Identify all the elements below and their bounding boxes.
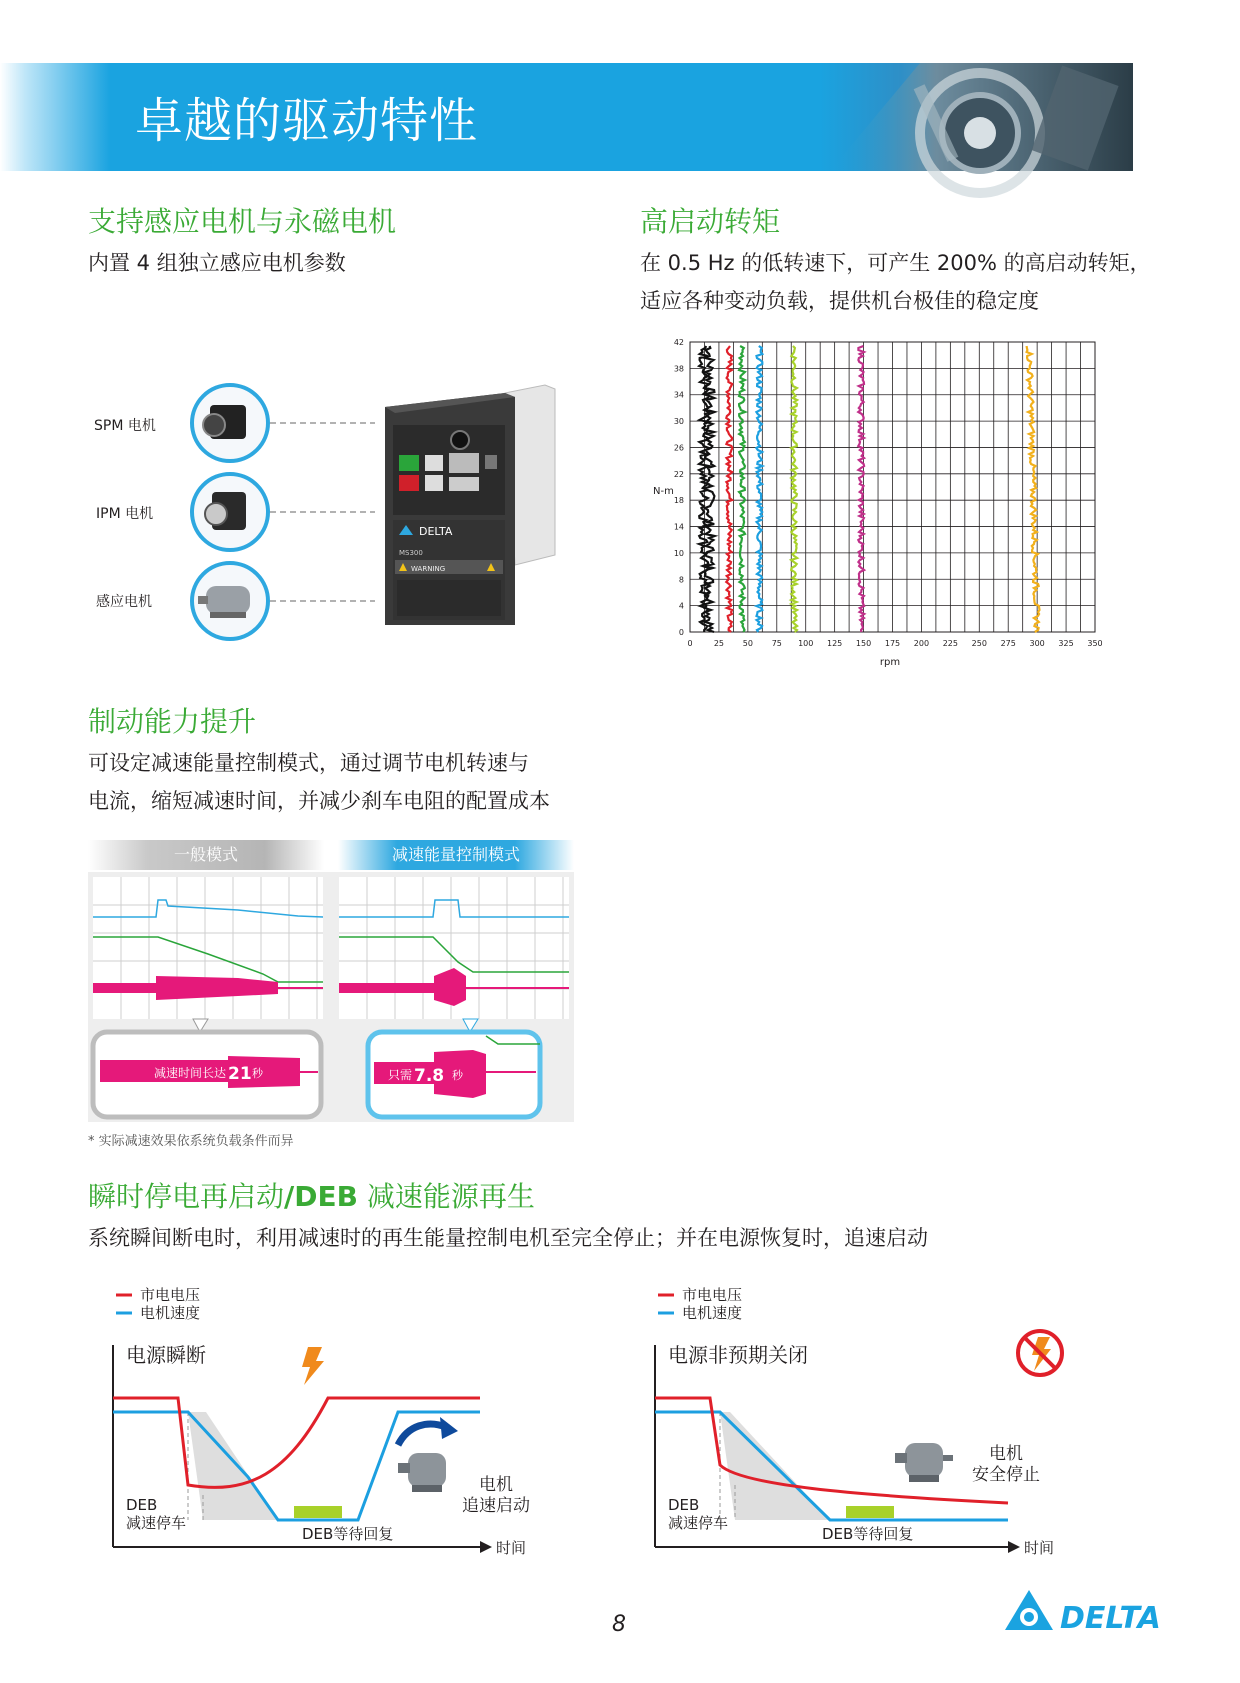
legend-speed-right: 电机速度 [682,1304,743,1322]
callout-general-prefix: 减速时间长达 [154,1066,227,1080]
motors-section-title: 支持感应电机与永磁电机 [88,205,397,238]
deb-section-title [88,1175,535,1215]
tab-general-mode: 一般模式 [88,840,324,870]
y-axis-label: N-m [653,486,674,497]
callout-deb-unit: 秒 [452,1069,463,1082]
induction-motor-label: 感应电机 [96,594,152,610]
motor-label-left-1: 电机 [479,1475,513,1495]
x-tick-label: 250 [971,639,987,648]
spm-motor-label: SPM 电机 [94,418,156,434]
motor-stop-icon [895,1443,953,1482]
lightning-icon [302,1347,324,1385]
callout-deb-value: 7.8 [414,1066,445,1086]
callout-deb-prefix: 只需 [388,1068,413,1082]
y-tick-label: 42 [673,338,684,347]
callout-general-value: 21 [228,1064,252,1084]
motor-label-left-2: 追速启动 [462,1496,530,1516]
spm-motor-icon [192,385,268,461]
deb-chart-power-interrupt [108,1285,628,1575]
deb-title-part2: DEB [294,1180,358,1213]
induction-motor-icon [192,563,268,639]
x-tick-label: 0 [687,639,693,648]
svg-text:DELTA: DELTA [1060,1601,1161,1636]
torque-description-line2: 适应各种变动负载，提供机台极佳的稳定度 [640,289,1039,313]
y-tick-label: 34 [673,390,684,400]
torque-chart [650,330,1103,675]
motor-label-right-1: 电机 [989,1444,1023,1464]
svg-text:DELTA: DELTA [419,525,453,538]
brake-comparison-diagram [88,872,574,1122]
callout-general-unit: 秒 [252,1067,263,1080]
deb-title-part3: 减速能源再生 [366,1180,535,1213]
ipm-motor-icon [192,474,268,550]
y-tick-label: 26 [673,443,684,453]
y-tick-label: 30 [673,417,684,427]
x-tick-label: 50 [742,639,753,648]
legend-voltage-left: 市电电压 [140,1286,201,1304]
x-axis-label: rpm [879,657,901,668]
legend-speed-left: 电机速度 [140,1304,201,1322]
tab-deb-mode: 减速能量控制模式 [338,840,574,870]
y-tick-label: 22 [673,469,684,479]
x-tick-label: 350 [1087,639,1103,648]
machinery-photo [830,63,1133,171]
ms300-drive-image [385,385,560,625]
deb-title-sep: / [284,1180,295,1213]
x-tick-label: 275 [1000,639,1016,648]
x-tick-label: 25 [713,639,725,648]
x-tick-label: 75 [771,639,782,648]
page-number: 8 [612,1612,626,1637]
y-tick-label: 38 [673,364,684,374]
svg-text:MS300: MS300 [399,549,423,557]
page-title: 卓越的驱动特性 [135,93,479,149]
x-tick-label: 225 [942,639,958,648]
y-tick-label: 10 [673,548,684,558]
motor-label-right-2: 安全停止 [972,1465,1040,1485]
no-power-icon [1018,1331,1062,1375]
brake-description-line2: 电流，缩短减速时间，并减少刹车电阻的配置成本 [88,789,550,813]
wait-label-left: DEB等待回复 [302,1525,394,1543]
svg-text:WARNING: WARNING [411,565,446,573]
brake-description-line1: 可设定减速能量控制模式，通过调节电机转速与 [88,751,529,775]
chart-title-right: 电源非预期关闭 [668,1343,808,1367]
x-tick-label: 325 [1058,639,1074,648]
wait-label-right: DEB等待回复 [822,1525,914,1543]
y-tick-label: 4 [678,601,684,611]
time-label-right: 时间 [1024,1539,1055,1557]
deb-chart-unexpected-shutdown [650,1285,1130,1575]
legend-voltage-right: 市电电压 [682,1286,743,1304]
deb-description: 系统瞬间断电时，利用减速时的再生能量控制电机至完全停止；并在电源恢复时，追速启动 [88,1226,928,1250]
y-tick-label: 14 [673,522,684,532]
time-label-left: 时间 [496,1539,527,1557]
torque-section-title: 高启动转矩 [640,205,781,238]
motor-restart-icon [398,1417,458,1492]
x-tick-label: 150 [855,639,872,648]
x-tick-label: 200 [913,639,930,648]
y-tick-label: 0 [678,628,684,637]
deb-label-right-2: 减速停车 [668,1514,729,1532]
x-tick-label: 175 [884,639,901,648]
x-tick-label: 300 [1029,639,1045,648]
chart-title-left: 电源瞬断 [126,1343,206,1367]
deb-title-part1: 瞬时停电再启动 [88,1180,285,1213]
torque-description-line1: 在 0.5 Hz 的低转速下，可产生 200% 的高启动转矩， [640,251,1151,275]
ipm-motor-label: IPM 电机 [96,506,154,522]
delta-logo [1000,1588,1161,1636]
deb-label-left-2: 减速停车 [126,1514,187,1532]
x-tick-label: 125 [827,639,843,648]
x-tick-label: 100 [798,639,814,648]
deb-label-right-1: DEB [668,1496,700,1514]
deb-label-left-1: DEB [126,1496,158,1514]
motors-description: 内置 4 组独立感应电机参数 [88,251,346,275]
brake-section-title: 制动能力提升 [88,705,257,738]
y-tick-label: 18 [673,496,684,506]
y-tick-label: 8 [678,575,684,585]
brake-footnote: * 实际减速效果依系统负载条件而异 [88,1134,294,1149]
